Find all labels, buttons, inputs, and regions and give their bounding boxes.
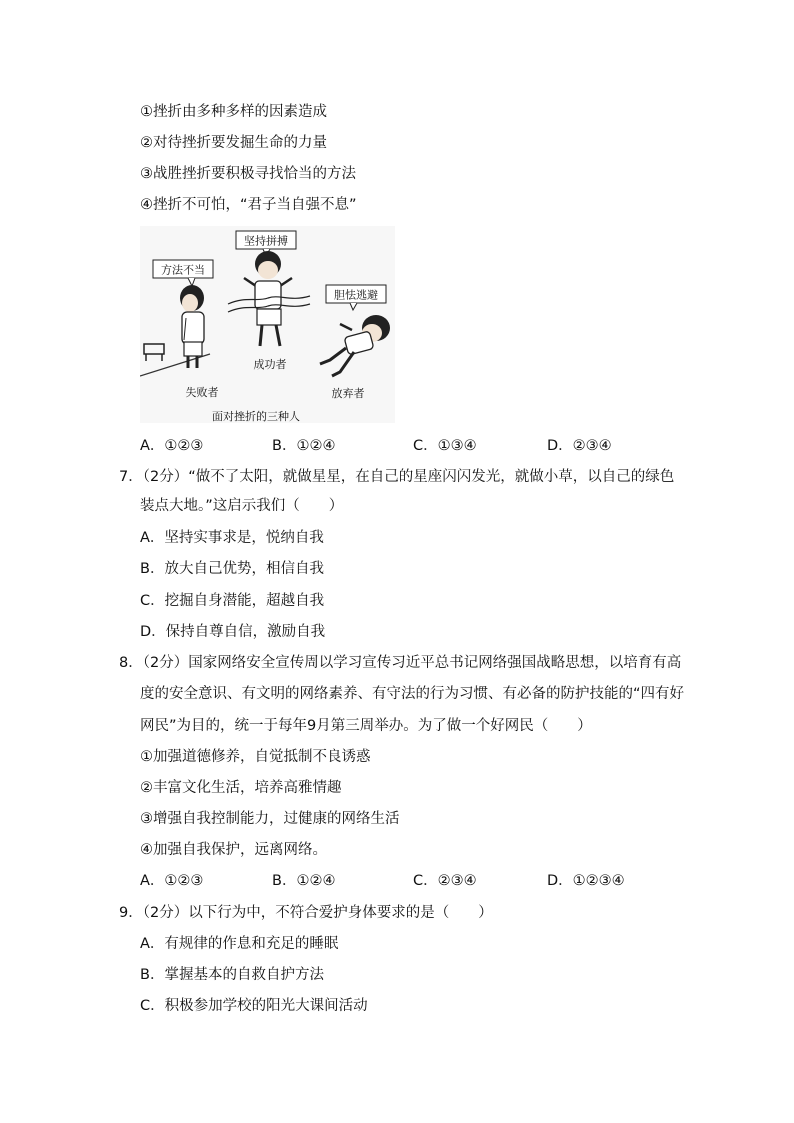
q9-option-c[interactable]: C．积极参加学校的阳光大课间活动 — [140, 998, 368, 1014]
q8-statement-3: ③增强自我控制能力，过健康的网络生活 — [140, 811, 400, 827]
q8-option-c[interactable]: C．②③④ — [413, 873, 477, 889]
q8-options — [140, 870, 680, 892]
figure-caption: 面对挫折的三种人 — [212, 410, 300, 423]
q6-options — [140, 435, 680, 457]
q8-stem-line1: 8．（2分）国家网络安全宣传周以学习宣传习近平总书记网络强国战略思想，以培育有高 — [119, 655, 682, 671]
q8-stem-line2: 度的安全意识、有文明的网络素养、有守法的行为习惯、有必备的防护技能的“四有好 — [140, 686, 685, 702]
failed-person-icon — [180, 285, 204, 368]
bubble-left: 方法不当 — [161, 263, 205, 277]
q9-option-a[interactable]: A．有规律的作息和充足的睡眠 — [140, 936, 339, 952]
q6-statement-1: ①挫折由多种多样的因素造成 — [140, 104, 327, 120]
label-giving-up: 放弃者 — [331, 387, 365, 400]
q6-option-a[interactable]: A．①②③ — [140, 438, 204, 454]
q8-option-a[interactable]: A．①②③ — [140, 873, 204, 889]
q7-option-c[interactable]: C．挖掘自身潜能，超越自我 — [140, 593, 325, 609]
q7-option-a[interactable]: A．坚持实事求是，悦纳自我 — [140, 530, 324, 546]
q7-stem-line2: 装点大地。”这启示我们（ ） — [140, 498, 344, 514]
q6-option-c[interactable]: C．①③④ — [413, 438, 477, 454]
q7-stem-line1: 7．（2分）“做不了太阳，就做星星，在自己的星座闪闪发光，就做小草，以自己的绿色 — [119, 469, 675, 485]
q9-option-b[interactable]: B．掌握基本的自救自护方法 — [140, 967, 324, 983]
q7-option-b[interactable]: B．放大自己优势，相信自我 — [140, 561, 324, 577]
q8-statement-1: ①加强道德修养，自觉抵制不良诱惑 — [140, 749, 371, 765]
q8-option-b[interactable]: B．①②④ — [272, 873, 336, 889]
three-people-illustration — [140, 226, 395, 423]
q6-option-d[interactable]: D．②③④ — [547, 438, 612, 454]
bubble-right: 胆怯逃避 — [334, 288, 378, 302]
q6-statement-4: ④挫折不可怕，“君子当自强不息” — [140, 197, 357, 213]
q8-statement-2: ②丰富文化生活，培养高雅情趣 — [140, 780, 342, 796]
label-failed: 失败者 — [185, 386, 219, 399]
q6-option-b[interactable]: B．①②④ — [272, 438, 336, 454]
q6-statement-2: ②对待挫折要发掘生命的力量 — [140, 135, 327, 151]
q7-option-d[interactable]: D．保持自尊自信，激励自我 — [140, 624, 326, 640]
q6-figure — [140, 226, 395, 423]
label-successful: 成功者 — [253, 358, 287, 371]
q8-option-d[interactable]: D．①②③④ — [547, 873, 625, 889]
q8-statement-4: ④加强自我保护，远离网络。 — [140, 842, 327, 858]
q9-stem-line1: 9．（2分）以下行为中，不符合爱护身体要求的是（ ） — [119, 905, 493, 921]
bubble-center: 坚持拼搏 — [244, 234, 288, 248]
q6-statement-3: ③战胜挫折要积极寻找恰当的方法 — [140, 166, 356, 182]
q8-stem-line3: 网民”为目的，统一于每年9月第三周举办。为了做一个好网民（ ） — [140, 718, 592, 734]
